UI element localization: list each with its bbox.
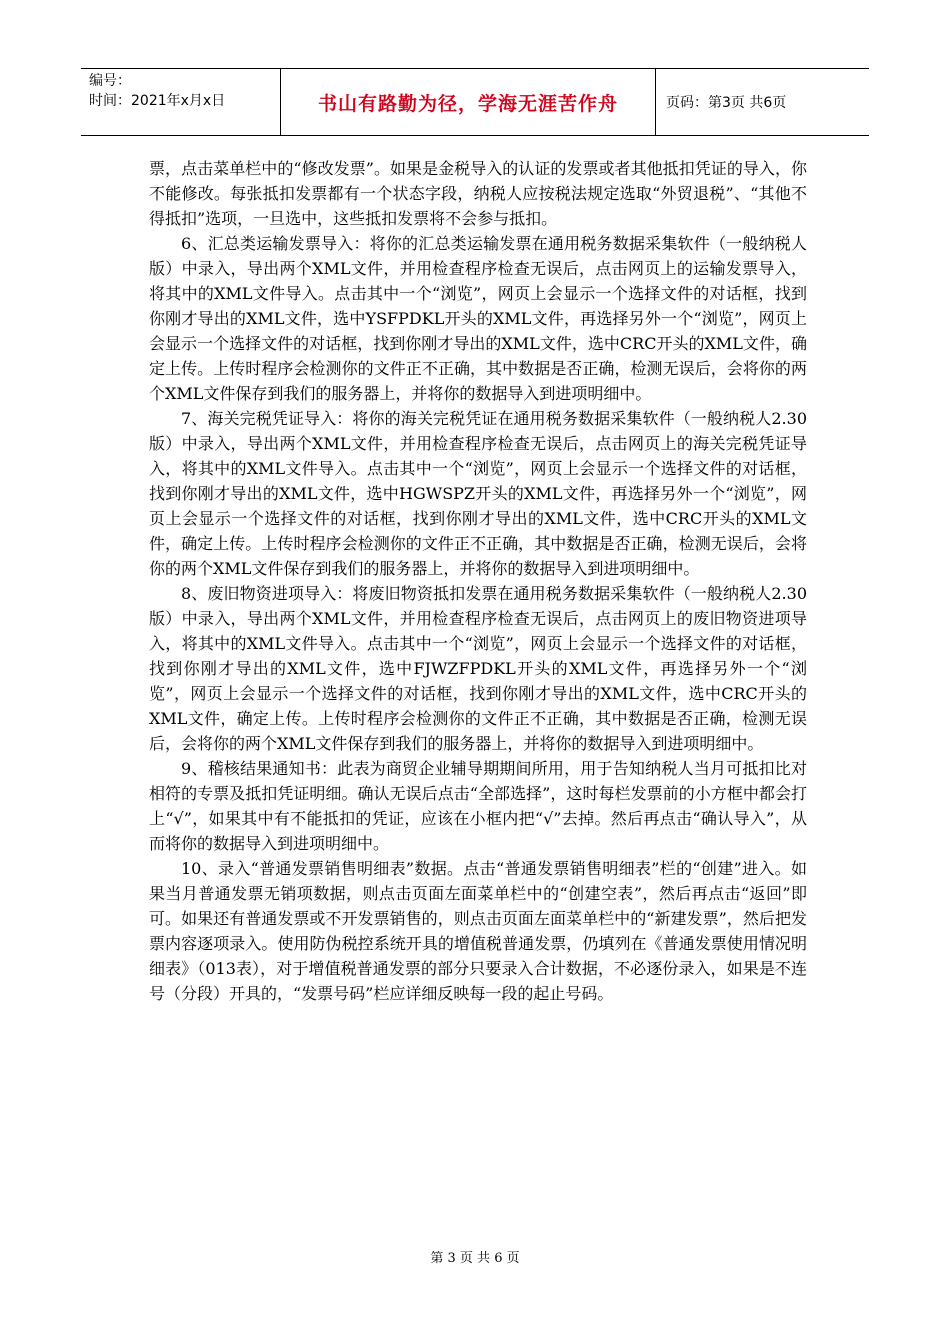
paragraph-continuation: 票，点击菜单栏中的“修改发票”。如果是金税导入的认证的发票或者其他抵扣凭证的导入，你不能修改。每张抵扣发票都有一个状态字段，纳税人应按税法规定选取“外贸退税”、“其他不得抵扣”选项，一旦选中，这些抵扣发票将不会参与抵扣。 xyxy=(149,159,807,228)
page-footer: 第 3 页 共 6 页 xyxy=(430,1251,520,1266)
header-meta xyxy=(81,69,281,135)
paragraph-item-8: 8、废旧物资进项导入：将废旧物资抵扣发票在通用税务数据采集软件（一般纳税人2.30版）中录入，导出两个XML文件，并用检查程序检查无误后，点击网页上的废旧物资进项导入，将其中的XML文件导入。点击其中一个“浏览”，网页上会显示一个选择文件的对话框，找到你刚才导出的XML文件，选中FJWZFPDKL开头的XML文件，再选择另外一个“浏览”，网页上会显示一个选择文件的对话框，找到你刚才导出的XML文件，选中CRC开头的XML文件，确定上传。上传时程序会检测你的文件正不正确，其中数据是否正确，检测无误后，会将你的两个XML文件保存到我们的服务器上，并将你的数据导入到进项明细中。 xyxy=(149,584,807,753)
paragraph-item-9: 9、稽核结果通知书：此表为商贸企业辅导期期间所用，用于告知纳税人当月可抵扣比对相符的专票及抵扣凭证明细。确认无误后点击“全部选择”，这时每栏发票前的小方框中都会打上“√”，如果其中有不能抵扣的凭证，应该在小框内把“√”去掉。然后再点击“确认导入”，从而将你的数据导入到进项明细中。 xyxy=(149,759,807,853)
paragraph-item-6: 6、汇总类运输发票导入：将你的汇总类运输发票在通用税务数据采集软件（一般纳税人版）中录入，导出两个XML文件，并用检查程序检查无误后，点击网页上的运输发票导入，将其中的XML文件导入。点击其中一个“浏览”，网页上会显示一个选择文件的对话框，找到你刚才导出的XML文件，选中YSFPDKL开头的XML文件，再选择另外一个“浏览”，网页上会显示一个选择文件的对话框，找到你刚才导出的XML文件，选中CRC开头的XML文件，确定上传。上传时程序会检测你的文件正不正确，其中数据是否正确，检测无误后，会将你的两个XML文件保存到我们的服务器上，并将你的数据导入到进项明细中。 xyxy=(149,234,807,403)
paragraph-item-10: 10、录入“普通发票销售明细表”数据。点击“普通发票销售明细表”栏的“创建”进入。如果当月普通发票无销项数据，则点击页面左面菜单栏中的“创建空表”，然后再点击“返回”即可。如果还有普通发票或不开发票销售的，则点击页面左面菜单栏中的“新建发票”，然后把发票内容逐项录入。使用防伪税控系统开具的增值税普通发票，仍填列在《普通发票使用情况明细表》（013表），对于增值税普通发票的部分只要录入合计数据，不必逐份录入，如果是不连号（分段）开具的，“发票号码”栏应详细反映每一段的起止号码。 xyxy=(149,859,807,1003)
header-page-number: 页码：第3页 共6页 xyxy=(666,95,787,111)
header-motto-cell xyxy=(281,69,656,135)
document-number: 编号： xyxy=(89,73,131,89)
document-time: 时间：2021年x月x日 xyxy=(89,93,226,109)
page-header xyxy=(81,68,869,136)
header-motto: 书山有路勤为径，学海无涯苦作舟 xyxy=(317,92,618,115)
document-body xyxy=(149,156,807,1006)
paragraph-item-7: 7、海关完税凭证导入：将你的海关完税凭证在通用税务数据采集软件（一般纳税人2.30版）中录入，导出两个XML文件，并用检查程序检查无误后，点击网页上的海关完税凭证导入，将其中的XML文件导入。点击其中一个“浏览”，网页上会显示一个选择文件的对话框，找到你刚才导出的XML文件，选中HGWSPZ开头的XML文件，再选择另外一个“浏览”，网页上会显示一个选择文件的对话框，找到你刚才导出的XML文件，选中CRC开头的XML文件，确定上传。上传时程序会检测你的文件正不正确，其中数据是否正确，检测无误后，会将你的两个XML文件保存到我们的服务器上，并将你的数据导入到进项明细中。 xyxy=(149,409,807,578)
